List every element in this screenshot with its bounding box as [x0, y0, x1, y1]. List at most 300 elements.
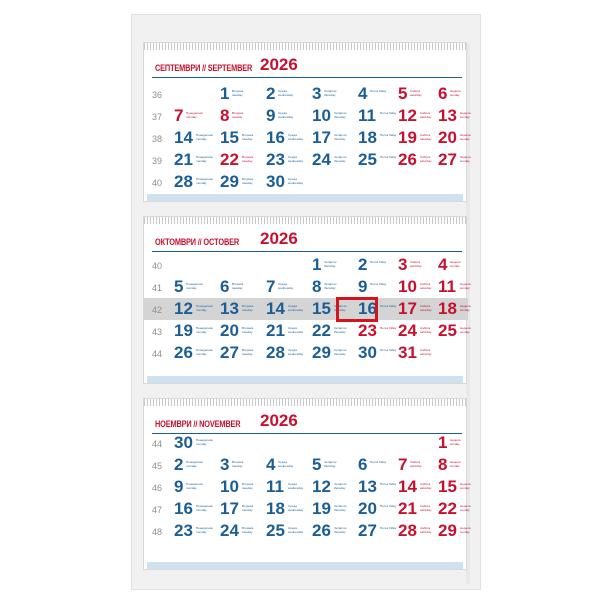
weekday-label: Недела sunday	[460, 482, 471, 490]
day-number: 19	[312, 499, 331, 518]
weekday-label: Сабота saturday	[410, 460, 422, 468]
panel-top-perforation	[144, 217, 466, 224]
day-cell[interactable]	[266, 171, 310, 193]
day-number: 10	[220, 477, 239, 496]
weekday-label: Недела sunday	[460, 282, 471, 290]
day-cell[interactable]	[358, 320, 402, 342]
day-number: 10	[312, 106, 331, 125]
day-cell[interactable]	[266, 105, 310, 127]
weekday-label: Недела sunday	[460, 304, 471, 312]
day-cell[interactable]	[220, 520, 264, 542]
month-year: 2026	[260, 55, 298, 74]
day-cell[interactable]	[438, 454, 482, 476]
day-cell[interactable]	[220, 476, 264, 498]
day-number: 9	[266, 106, 276, 125]
day-number: 21	[266, 321, 285, 340]
day-number: 27	[438, 150, 457, 169]
weekday-label: Четврток thursday	[334, 133, 347, 141]
weekday-label: Понеделник monday	[196, 504, 213, 512]
day-cell[interactable]	[438, 320, 482, 342]
week-row	[144, 342, 468, 364]
week-row	[144, 127, 471, 149]
day-cell[interactable]	[174, 476, 218, 498]
day-cell[interactable]	[312, 520, 356, 542]
day-number: 13	[220, 299, 239, 318]
day-number: 25	[358, 150, 377, 169]
day-number: 19	[174, 321, 193, 340]
weekday-label: Сабота saturday	[420, 282, 432, 290]
day-number: 30	[358, 343, 377, 362]
day-number: 26	[312, 521, 331, 540]
day-number: 28	[174, 172, 193, 191]
day-number: 28	[266, 343, 285, 362]
day-cell[interactable]	[174, 432, 218, 454]
weekday-label: Вторник tuesday	[242, 304, 254, 312]
weekday-label: Петок friday	[370, 89, 387, 93]
week-row	[144, 432, 468, 454]
day-cell[interactable]	[220, 298, 264, 320]
month-grid	[144, 83, 471, 198]
day-number: 4	[438, 255, 448, 274]
weekday-label: Четврток thursday	[324, 89, 337, 97]
week-number: 41	[152, 283, 163, 293]
day-cell[interactable]	[266, 454, 310, 476]
day-cell[interactable]	[438, 432, 482, 454]
weekday-label: Четврток thursday	[334, 304, 347, 312]
week-number: 45	[152, 461, 163, 471]
day-cell[interactable]	[398, 498, 442, 520]
day-cell[interactable]	[438, 127, 482, 149]
day-cell[interactable]	[220, 342, 264, 364]
week-row	[144, 476, 471, 498]
day-cell[interactable]	[174, 498, 218, 520]
day-cell[interactable]	[220, 320, 264, 342]
weekday-label: Вторник tuesday	[242, 504, 254, 512]
day-cell[interactable]	[220, 171, 264, 193]
week-row	[144, 320, 471, 342]
holiday-notes	[290, 229, 462, 251]
day-number: 16	[266, 128, 285, 147]
panel-top-perforation	[144, 399, 466, 406]
day-cell[interactable]	[438, 105, 482, 127]
month-header	[152, 229, 462, 255]
weekday-label: Вторник tuesday	[242, 133, 254, 141]
day-cell[interactable]	[438, 498, 482, 520]
day-cell[interactable]	[438, 254, 482, 276]
weekday-label: Петок friday	[380, 326, 397, 330]
week-row	[144, 520, 471, 542]
week-row	[144, 149, 471, 171]
weekday-label: Среда wednesday	[288, 482, 304, 490]
month-year: 2026	[260, 411, 298, 430]
day-number: 5	[312, 455, 322, 474]
day-number: 4	[358, 84, 368, 103]
day-cell[interactable]	[312, 320, 356, 342]
day-cell[interactable]	[220, 498, 264, 520]
day-cell[interactable]	[312, 149, 356, 171]
weekday-label: Четврток thursday	[324, 282, 337, 290]
weekday-label: Понеделник monday	[186, 482, 203, 490]
weekday-label: Понеделник monday	[196, 155, 213, 163]
day-number: 26	[174, 343, 193, 362]
day-number: 30	[266, 172, 285, 191]
day-number: 15	[220, 128, 239, 147]
weekday-label: Четврток thursday	[334, 504, 347, 512]
weekday-label: Недела sunday	[460, 504, 471, 512]
day-number: 22	[312, 321, 331, 340]
day-cell[interactable]	[312, 254, 356, 276]
day-number: 6	[358, 455, 368, 474]
week-number: 42	[152, 305, 163, 315]
holiday-notes	[290, 55, 462, 77]
day-number: 5	[174, 277, 184, 296]
weekday-label: Четврток thursday	[334, 482, 347, 490]
day-number: 31	[398, 343, 417, 362]
weekday-label: Недела sunday	[460, 155, 471, 163]
day-cell[interactable]	[174, 276, 218, 298]
day-number: 12	[312, 477, 331, 496]
day-number: 6	[438, 84, 448, 103]
weekday-label: Среда wednesday	[288, 177, 304, 185]
weekday-label: Петок friday	[380, 111, 397, 115]
day-number: 3	[398, 255, 408, 274]
holiday-notes	[290, 411, 462, 433]
weekday-label: Петок friday	[380, 526, 397, 530]
day-number: 11	[358, 106, 376, 125]
month-grid	[144, 254, 471, 369]
day-number: 24	[312, 150, 331, 169]
day-cell[interactable]	[266, 276, 310, 298]
weekday-label: Вторник tuesday	[232, 89, 244, 97]
weekday-label: Среда wednesday	[288, 504, 304, 512]
day-cell[interactable]	[174, 520, 218, 542]
day-number: 22	[220, 150, 239, 169]
day-number: 23	[266, 150, 285, 169]
day-cell[interactable]	[398, 149, 442, 171]
day-number: 4	[266, 455, 276, 474]
week-row	[144, 276, 471, 298]
week-row	[144, 254, 468, 276]
day-cell[interactable]	[174, 454, 218, 476]
weekday-label: Вторник tuesday	[232, 111, 244, 119]
day-number: 11	[266, 477, 284, 496]
day-number: 1	[438, 433, 448, 452]
week-number: 44	[152, 349, 163, 359]
day-cell[interactable]	[398, 127, 442, 149]
month-panel-september	[143, 42, 471, 202]
week-number: 47	[152, 505, 163, 515]
weekday-label: Четврток thursday	[334, 526, 347, 534]
week-number: 36	[152, 90, 163, 100]
weekday-label: Среда wednesday	[278, 460, 294, 468]
day-number: 9	[174, 477, 184, 496]
weekday-label: Вторник tuesday	[242, 526, 254, 534]
day-cell[interactable]	[358, 83, 402, 105]
week-row	[144, 171, 468, 193]
weekday-label: Недела sunday	[460, 111, 471, 119]
day-number: 25	[438, 321, 457, 340]
day-number: 2	[358, 255, 368, 274]
week-number: 46	[152, 483, 163, 493]
day-number: 30	[174, 433, 193, 452]
weekday-label: Понеделник monday	[186, 282, 203, 290]
day-number: 26	[398, 150, 417, 169]
day-number: 17	[312, 128, 331, 147]
day-cell[interactable]	[312, 127, 356, 149]
weekday-label: Сабота saturday	[420, 155, 432, 163]
day-number: 15	[438, 477, 457, 496]
day-number: 12	[398, 106, 417, 125]
weekday-label: Среда wednesday	[288, 155, 304, 163]
day-cell[interactable]	[358, 520, 402, 542]
day-cell[interactable]	[438, 276, 482, 298]
week-row	[144, 454, 468, 476]
day-cell[interactable]	[220, 83, 264, 105]
weekday-label: Среда wednesday	[288, 326, 304, 334]
weekday-label: Понеделник monday	[186, 111, 203, 119]
weekday-label: Четврток thursday	[324, 260, 337, 268]
day-number: 20	[438, 128, 457, 147]
day-cell[interactable]	[438, 476, 482, 498]
day-cell[interactable]	[312, 276, 356, 298]
week-row	[144, 298, 471, 320]
weekday-label: Сабота saturday	[420, 526, 432, 534]
month-panel-october	[143, 216, 471, 384]
weekday-label: Петок friday	[380, 304, 397, 308]
weekday-label: Вторник tuesday	[232, 282, 244, 290]
day-number: 22	[438, 499, 457, 518]
weekday-label: Сабота saturday	[420, 326, 432, 334]
weekday-label: Среда wednesday	[288, 133, 304, 141]
week-number: 44	[152, 439, 163, 449]
day-number: 18	[358, 128, 377, 147]
week-row	[144, 83, 468, 105]
day-cell[interactable]	[266, 149, 310, 171]
day-cell[interactable]	[312, 83, 356, 105]
weekday-label: Недела sunday	[460, 526, 471, 534]
day-cell[interactable]	[266, 320, 310, 342]
day-cell[interactable]	[438, 83, 482, 105]
day-cell[interactable]	[398, 83, 442, 105]
weekday-label: Вторник tuesday	[242, 326, 254, 334]
weekday-label: Четврток thursday	[334, 348, 347, 356]
day-number: 1	[220, 84, 230, 103]
day-number: 18	[438, 299, 457, 318]
day-cell[interactable]	[398, 454, 442, 476]
day-cell[interactable]	[266, 83, 310, 105]
day-cell[interactable]	[358, 276, 402, 298]
weekday-label: Вторник tuesday	[242, 348, 254, 356]
header-rule	[152, 251, 462, 252]
day-cell[interactable]	[398, 320, 442, 342]
day-cell[interactable]	[174, 105, 218, 127]
day-cell[interactable]	[220, 149, 264, 171]
day-cell[interactable]	[398, 342, 442, 364]
weekday-label: Сабота saturday	[420, 304, 432, 312]
day-cell[interactable]	[174, 320, 218, 342]
weekday-label: Сабота saturday	[410, 260, 422, 268]
day-number: 29	[312, 343, 331, 362]
panel-bottom-bar	[147, 194, 463, 201]
day-cell[interactable]	[358, 149, 402, 171]
weekday-label: Сабота saturday	[420, 482, 432, 490]
day-number: 23	[358, 321, 377, 340]
weekday-label: Петок friday	[370, 460, 387, 464]
weekday-label: Понеделник monday	[196, 177, 213, 185]
day-cell[interactable]	[312, 454, 356, 476]
day-number: 17	[398, 299, 417, 318]
day-cell[interactable]	[174, 171, 218, 193]
day-number: 17	[220, 499, 239, 518]
weekday-label: Сабота saturday	[420, 348, 432, 356]
day-number: 8	[438, 455, 448, 474]
weekday-label: Вторник tuesday	[242, 482, 254, 490]
weekday-label: Петок friday	[370, 282, 387, 286]
day-cell[interactable]	[358, 498, 402, 520]
day-number: 25	[266, 521, 285, 540]
day-number: 21	[398, 499, 417, 518]
day-number: 14	[398, 477, 417, 496]
day-cell[interactable]	[220, 276, 264, 298]
weekday-label: Недела sunday	[460, 326, 471, 334]
day-number: 24	[398, 321, 417, 340]
day-number: 9	[358, 277, 368, 296]
day-cell[interactable]	[266, 127, 310, 149]
weekday-label: Петок friday	[380, 133, 397, 137]
day-cell[interactable]	[266, 520, 310, 542]
weekday-label: Понеделник monday	[196, 348, 213, 356]
weekday-label: Понеделник monday	[196, 304, 213, 312]
week-number: 48	[152, 527, 163, 537]
day-cell[interactable]	[398, 254, 442, 276]
day-cell[interactable]	[398, 276, 442, 298]
day-cell[interactable]	[220, 127, 264, 149]
day-number: 2	[174, 455, 184, 474]
weekday-label: Понеделник monday	[196, 326, 213, 334]
day-number: 24	[220, 521, 239, 540]
day-cell[interactable]	[438, 520, 482, 542]
weekday-label: Вторник tuesday	[242, 155, 254, 163]
weekday-label: Вторник tuesday	[242, 177, 254, 185]
day-number: 16	[358, 299, 377, 318]
weekday-label: Понеделник monday	[186, 460, 203, 468]
weekday-label: Недела sunday	[450, 460, 461, 468]
week-number: 40	[152, 178, 163, 188]
weekday-label: Четврток thursday	[334, 326, 347, 334]
week-number: 38	[152, 134, 163, 144]
day-cell[interactable]	[358, 476, 402, 498]
day-cell[interactable]	[358, 454, 402, 476]
day-number: 14	[266, 299, 285, 318]
weekday-label: Петок friday	[370, 260, 387, 264]
day-number: 27	[358, 521, 377, 540]
day-cell[interactable]	[220, 454, 264, 476]
day-number: 15	[312, 299, 331, 318]
day-cell[interactable]	[312, 105, 356, 127]
weekday-label: Петок friday	[380, 155, 397, 159]
day-number: 3	[220, 455, 230, 474]
day-cell[interactable]	[312, 342, 356, 364]
day-cell[interactable]	[174, 149, 218, 171]
day-number: 1	[312, 255, 322, 274]
day-cell[interactable]	[438, 149, 482, 171]
day-number: 29	[438, 521, 457, 540]
day-cell[interactable]	[398, 476, 442, 498]
weekday-label: Понеделник monday	[196, 438, 213, 446]
day-cell[interactable]	[266, 498, 310, 520]
day-number: 20	[358, 499, 377, 518]
day-cell[interactable]	[174, 298, 218, 320]
day-number: 13	[358, 477, 377, 496]
panel-top-perforation	[144, 43, 466, 50]
weekday-label: Недела sunday	[450, 260, 461, 268]
month-year: 2026	[260, 229, 298, 248]
day-number: 8	[312, 277, 322, 296]
weekday-label: Понеделник monday	[196, 526, 213, 534]
month-name: СЕПТЕМВРИ // SEPTEMBER	[155, 63, 253, 73]
day-cell[interactable]	[398, 520, 442, 542]
day-cell[interactable]	[266, 476, 310, 498]
day-number: 23	[174, 521, 193, 540]
weekday-label: Петок friday	[380, 482, 397, 486]
day-cell[interactable]	[220, 105, 264, 127]
day-number: 11	[438, 277, 456, 296]
day-number: 16	[174, 499, 193, 518]
day-cell[interactable]	[398, 105, 442, 127]
week-row	[144, 498, 471, 520]
day-number: 8	[220, 106, 230, 125]
day-cell[interactable]	[174, 127, 218, 149]
day-cell[interactable]	[358, 127, 402, 149]
day-number: 19	[398, 128, 417, 147]
day-number: 7	[174, 106, 184, 125]
weekday-label: Среда wednesday	[288, 526, 304, 534]
weekday-label: Среда wednesday	[288, 348, 304, 356]
weekday-label: Петок friday	[380, 504, 397, 508]
day-cell[interactable]	[358, 342, 402, 364]
weekday-label: Сабота saturday	[410, 89, 422, 97]
month-panel-november	[143, 398, 471, 570]
day-number: 5	[398, 84, 408, 103]
day-number: 12	[174, 299, 193, 318]
day-cell[interactable]	[312, 476, 356, 498]
day-number: 21	[174, 150, 193, 169]
day-number: 14	[174, 128, 193, 147]
day-number: 20	[220, 321, 239, 340]
header-rule	[152, 77, 462, 78]
weekday-label: Недела sunday	[460, 133, 471, 141]
day-number: 18	[266, 499, 285, 518]
week-number: 37	[152, 112, 163, 122]
month-header	[152, 55, 462, 81]
day-cell[interactable]	[358, 254, 402, 276]
weekday-label: Четврток thursday	[334, 155, 347, 163]
date-marker-frame[interactable]	[336, 297, 378, 322]
day-number: 10	[398, 277, 417, 296]
day-cell[interactable]	[358, 105, 402, 127]
day-cell[interactable]	[398, 298, 442, 320]
day-cell[interactable]	[266, 298, 310, 320]
day-number: 3	[312, 84, 322, 103]
day-cell[interactable]	[438, 298, 482, 320]
day-cell[interactable]	[174, 342, 218, 364]
day-number: 28	[398, 521, 417, 540]
day-cell[interactable]	[312, 498, 356, 520]
weekday-label: Недела sunday	[450, 89, 461, 97]
day-number: 27	[220, 343, 239, 362]
day-cell[interactable]	[266, 342, 310, 364]
week-number: 40	[152, 261, 163, 271]
